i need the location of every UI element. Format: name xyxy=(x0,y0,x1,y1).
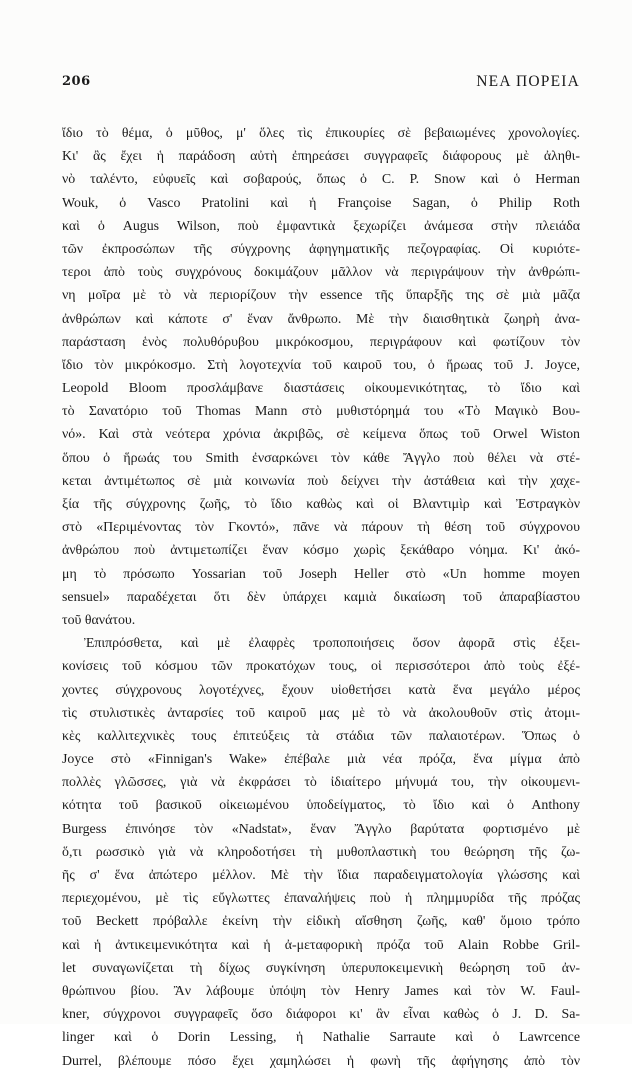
text-line: κὲς καλλιτεχνικὲς τους ἐπιτεύξεις τὰ στάδια τῶν παλαιοτέρων. Ὅπως ὁ xyxy=(62,728,580,744)
text-line: ὅ,τι ρωσσικὸ γιὰ νὰ κληροδοτήσει τὴ μυθοπλαστικὴ του θεώρηση τῆς ζω- xyxy=(62,844,580,860)
text-line: χοντες σύγχρονους λογοτέχνες, ἔχουν υἱοθετήσει κατὰ ἕνα μεγάλο μέρος xyxy=(62,682,580,698)
page-header xyxy=(62,74,580,96)
text-line: παράσταση ἑνὸς πολυθόρυβου μικρόκοσμου, περιγράφουν καὶ φωτίζουν τὸν xyxy=(62,334,580,350)
page-number: 206 xyxy=(62,74,91,89)
running-title: ΝΕΑ ΠΟΡΕΙΑ xyxy=(476,73,580,90)
text-line: τοῦ Beckett πρόβαλλε ἐκείνη τὴν εἰδικὴ αἴσθηση ζωῆς, καθ' ὅμοιο τρόπο xyxy=(62,914,580,930)
text-line: Joyce στὸ «Finnigan's Wake» ἐπέβαλε μιὰ νέα πρόζα, ἕνα μίγμα ἀπὸ xyxy=(62,752,580,768)
text-line: κότητα τοῦ βασικοῦ οἰκειωμένου ὑποδείγματος, τὸ ἴδιο καὶ ὁ Anthony xyxy=(62,798,580,814)
text-line: καὶ ἡ ἀντικειμενικότητα καὶ ἡ ἀ-μεταφορικὴ πρόζα τοῦ Alain Robbe Gril- xyxy=(62,937,580,953)
text-line: ἀνθρώπου ποὺ ἀντιμετωπίζει ἕναν κόσμο χωρὶς ξεκάθαρο νόημα. Κι' ἀκό- xyxy=(62,543,580,559)
text-line: μη τὸ πρόσωπο Yossarian τοῦ Joseph Heller στὸ «Un homme moyen xyxy=(62,566,580,582)
text-line: στὸ «Περιμένοντας τὸν Γκοντό», πᾶνε νὰ πάρουν τὴ θέση τοῦ σύγχρονου xyxy=(62,520,580,536)
paragraph-start-line: Ἐπιπρόσθετα, καὶ μὲ ἐλαφρὲς τροποποιήσεις ὅσον ἀφορᾶ στὶς ἐξει- xyxy=(84,636,580,652)
text-line: Leopold Bloom προσλάμβανε διαστάσεις οἰκουμενικότητας, τὸ ἴδιο καὶ xyxy=(62,381,580,397)
text-line: νὸ ταλέντο, εὐφυεῖς καὶ σοβαρούς, ὅπως ὁ C. P. Snow καὶ ὁ Herman xyxy=(62,172,580,188)
text-line: ξία τῆς σύγχρονης ζωῆς, τὸ ἴδιο καθὼς καὶ οἱ Βλαντιμὶρ καὶ Ἐστραγκὸν xyxy=(62,497,580,512)
text-line: τεροι ἀπὸ τοὺς συγχρόνους δοκιμάζουν μᾶλλον νὰ περιγράψουν τὴν ἀνθρώπι- xyxy=(62,265,580,281)
text-line: Burgess ἐπινόησε τὸν «Nadstat», ἕναν Ἄγγλο βαρύτατα φορτισμένο μὲ xyxy=(62,821,580,837)
text-line: θρώπινου βίου. Ἂν λάβουμε ὑπόψη τὸν Henry James καὶ τὸν W. Faul- xyxy=(62,983,580,999)
text-line: kner, σύγχρονοι συγγραφεῖς ὅσο διάφοροι κι' ἂν εἶναι καθὼς ὁ J. D. Sa- xyxy=(62,1007,580,1023)
text-line: Κι' ἂς ἔχει ἡ παράδοση αὐτὴ ἐπηρεάσει συγγραφεῖς διάφορους μὲ ἀληθι- xyxy=(62,149,580,165)
text-line: τὶς στυλιστικὲς ἀνταρσίες τοῦ καιροῦ μας μὲ τὸ νὰ ἀκολουθοῦν στὶς ἀτομι- xyxy=(62,705,580,721)
text-line: ῆς σ' ἕνα ἀπώτερο μέλλον. Μὲ τὴν ἴδια παραδειγματολογία γλώσσης καὶ xyxy=(62,868,580,883)
text-line: νό». Καὶ στὰ νεότερα χρόνια ἀκριβῶς, σὲ κείμενα ὅπως τοῦ Orwel Wiston xyxy=(62,427,580,443)
text-line: ἴδιο τὸ θέμα, ὁ μῦθος, μ' ὅλες τὶς ἐπικουρίες σὲ βεβαιωμένες χρονολογίες. xyxy=(62,126,580,141)
paragraph-end-line: τοῦ θανάτου. xyxy=(62,612,136,628)
text-line: Wouk, ὁ Vasco Pratolini καὶ ἡ Françoise Sagan, ὁ Philip Roth xyxy=(62,195,580,211)
text-line: let συναγωνίζεται τὴ δίχως συγκίνηση ὑπερυποκειμενικὴ θεώρηση τοῦ ἀν- xyxy=(62,960,580,976)
text-line: νη μοῖρα μὲ τὸ νὰ περιορίζουν τὴν essence τῆς ὕπαρξῆς της σὲ μιὰ μᾶζα xyxy=(62,288,580,304)
text-line: τῶν ἐκπροσώπων τῆς σύγχρονης ἀφηγηματικῆς πεζογραφίας. Οἱ κυριότε- xyxy=(62,241,580,257)
body-text xyxy=(62,122,580,1073)
text-line: τὸ Σανατόριο τοῦ Thomas Mann στὸ μυθιστόρημά του «Τὸ Μαγικὸ Βου- xyxy=(62,404,580,420)
text-line: κεται ἀντιμέτωπος σὲ μιὰ κοινωνία ποὺ δείχνει τὴν ἀστάθεια καὶ τὴν χαχε- xyxy=(62,473,580,489)
text-line: ἴδιο τὸν μικρόκοσμο. Στὴ λογοτεχνία τοῦ καιροῦ του, ὁ ἥρωας τοῦ J. Joyce, xyxy=(62,357,580,373)
text-line: Durrel, βλέπουμε πόσο ἔχει χαμηλώσει ἡ φωνὴ τῆς ἀφήγησης ἀπὸ τὸν xyxy=(62,1053,580,1069)
text-line: ὅπου ὁ ἥρωάς του Smith ἐνσαρκώνει τὸν κάθε Ἄγγλο ποὺ θέλει νὰ στέ- xyxy=(62,450,580,466)
text-line: πολλὲς γλῶσσες, γιὰ νὰ ἐκφράσει τὸ ἰδιαίτερο μήνυμά του, τὴν οἰκουμενι- xyxy=(62,775,580,791)
text-line: κονίσεις τοῦ κόσμου τῶν προκατόχων τους, οἱ περισσότεροι ἀπὸ τοὺς ἐξέ- xyxy=(62,659,580,675)
text-line: περιεχομένου, μὲ τὶς εὔγλωττες ἐπαναλήψεις ποὺ ἡ πλημμυρίδα τῆς πρόζας xyxy=(62,891,580,907)
text-line: ἀνθρώπων καὶ κάποτε σ' ἕναν ἄνθρωπο. Μὲ τὴν διαισθητικὰ ζωηρὴ ἀνα- xyxy=(62,311,580,327)
text-line: καὶ ὁ Augus Wilson, ποὺ ἐμφαντικὰ ξεχωρίζει ἀνάμεσα στὴν πλειάδα xyxy=(62,218,580,234)
text-line: sensuel» παραδέχεται ὅτι δὲν ὑπάρχει καμιὰ δικαίωση τοῦ ἀπαραβίαστου xyxy=(62,589,580,605)
text-line: linger καὶ ὁ Dorin Lessing, ἡ Nathalie Sarraute καὶ ὁ Lawrcence xyxy=(62,1030,580,1046)
